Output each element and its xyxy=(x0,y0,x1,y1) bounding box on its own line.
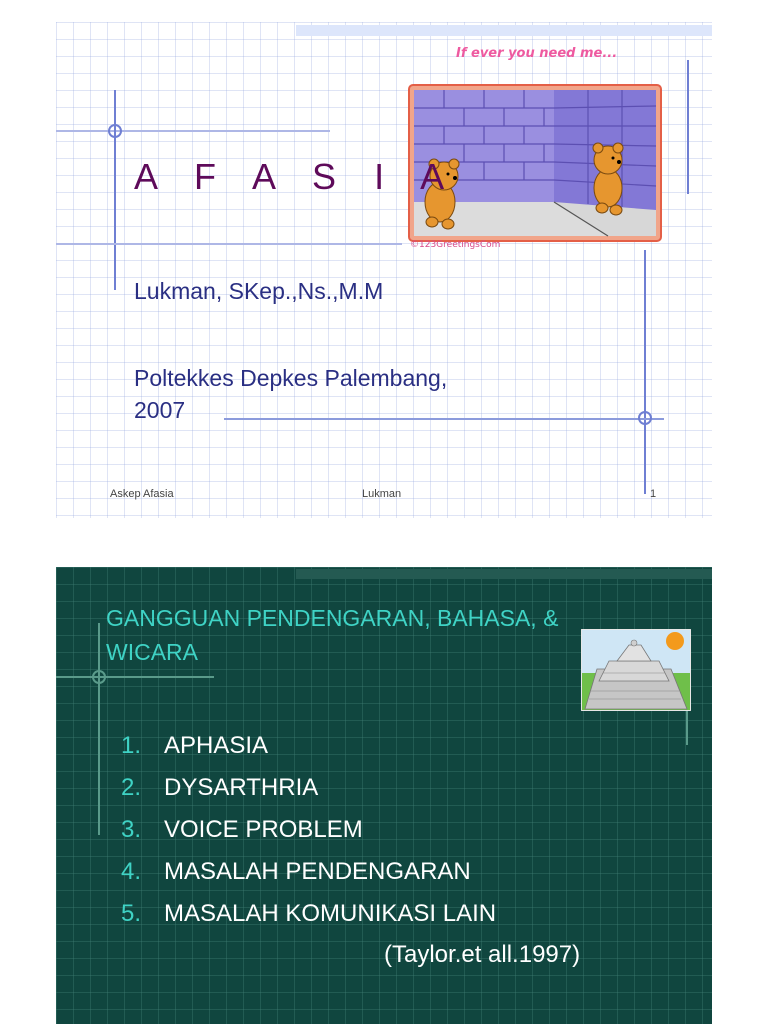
list-number: 1. xyxy=(121,732,142,759)
slide-1 xyxy=(56,22,712,518)
decor-line xyxy=(56,676,214,678)
decor-circle xyxy=(638,411,652,425)
top-band xyxy=(296,25,712,36)
decor-circle xyxy=(108,124,122,138)
list-text: APHASIA xyxy=(164,732,269,759)
title-line-1: GANGGUAN PENDENGARAN, BAHASA, & xyxy=(106,605,559,631)
decor-line xyxy=(114,90,116,290)
footer-center: Lukman xyxy=(362,488,402,500)
slide-2 xyxy=(56,567,712,1024)
decor-line xyxy=(98,623,100,835)
list-number: 2. xyxy=(121,774,142,801)
slide-title xyxy=(106,601,646,669)
citation: (Taylor.et all.1997) xyxy=(384,941,581,968)
list-item xyxy=(121,725,496,767)
problem-list xyxy=(121,725,496,935)
list-number: 4. xyxy=(121,858,142,885)
slide-title: A F A S I A xyxy=(134,156,459,197)
list-text: DYSARTHRIA xyxy=(164,774,319,801)
year-line: 2007 xyxy=(134,397,186,423)
decor-circle xyxy=(92,670,106,684)
list-item xyxy=(121,809,496,851)
list-text: VOICE PROBLEM xyxy=(164,816,363,843)
list-item xyxy=(121,893,496,935)
list-item xyxy=(121,851,496,893)
decor-line xyxy=(687,60,689,194)
picture-credit: ©123GreetingsCom xyxy=(410,240,501,250)
temple-picture-icon xyxy=(581,629,691,711)
list-item xyxy=(121,767,496,809)
list-text: MASALAH KOMUNIKASI LAIN xyxy=(164,900,497,927)
institution-line: Poltekkes Depkes Palembang, xyxy=(134,365,448,391)
list-text: MASALAH PENDENGARAN xyxy=(164,858,471,885)
decor-line xyxy=(56,243,402,245)
picture-caption: If ever you need me... xyxy=(456,46,618,61)
footer-left: Askep Afasia xyxy=(110,488,174,500)
list-number: 3. xyxy=(121,816,142,843)
list-number: 5. xyxy=(121,900,142,927)
top-band xyxy=(296,569,712,579)
decor-line xyxy=(644,250,646,494)
slide-number: 1 xyxy=(650,488,657,500)
decor-line xyxy=(224,418,664,420)
author-line: Lukman, SKep.,Ns.,M.M xyxy=(134,278,384,304)
title-line-2: WICARA xyxy=(106,639,198,665)
decor-line xyxy=(56,130,330,132)
